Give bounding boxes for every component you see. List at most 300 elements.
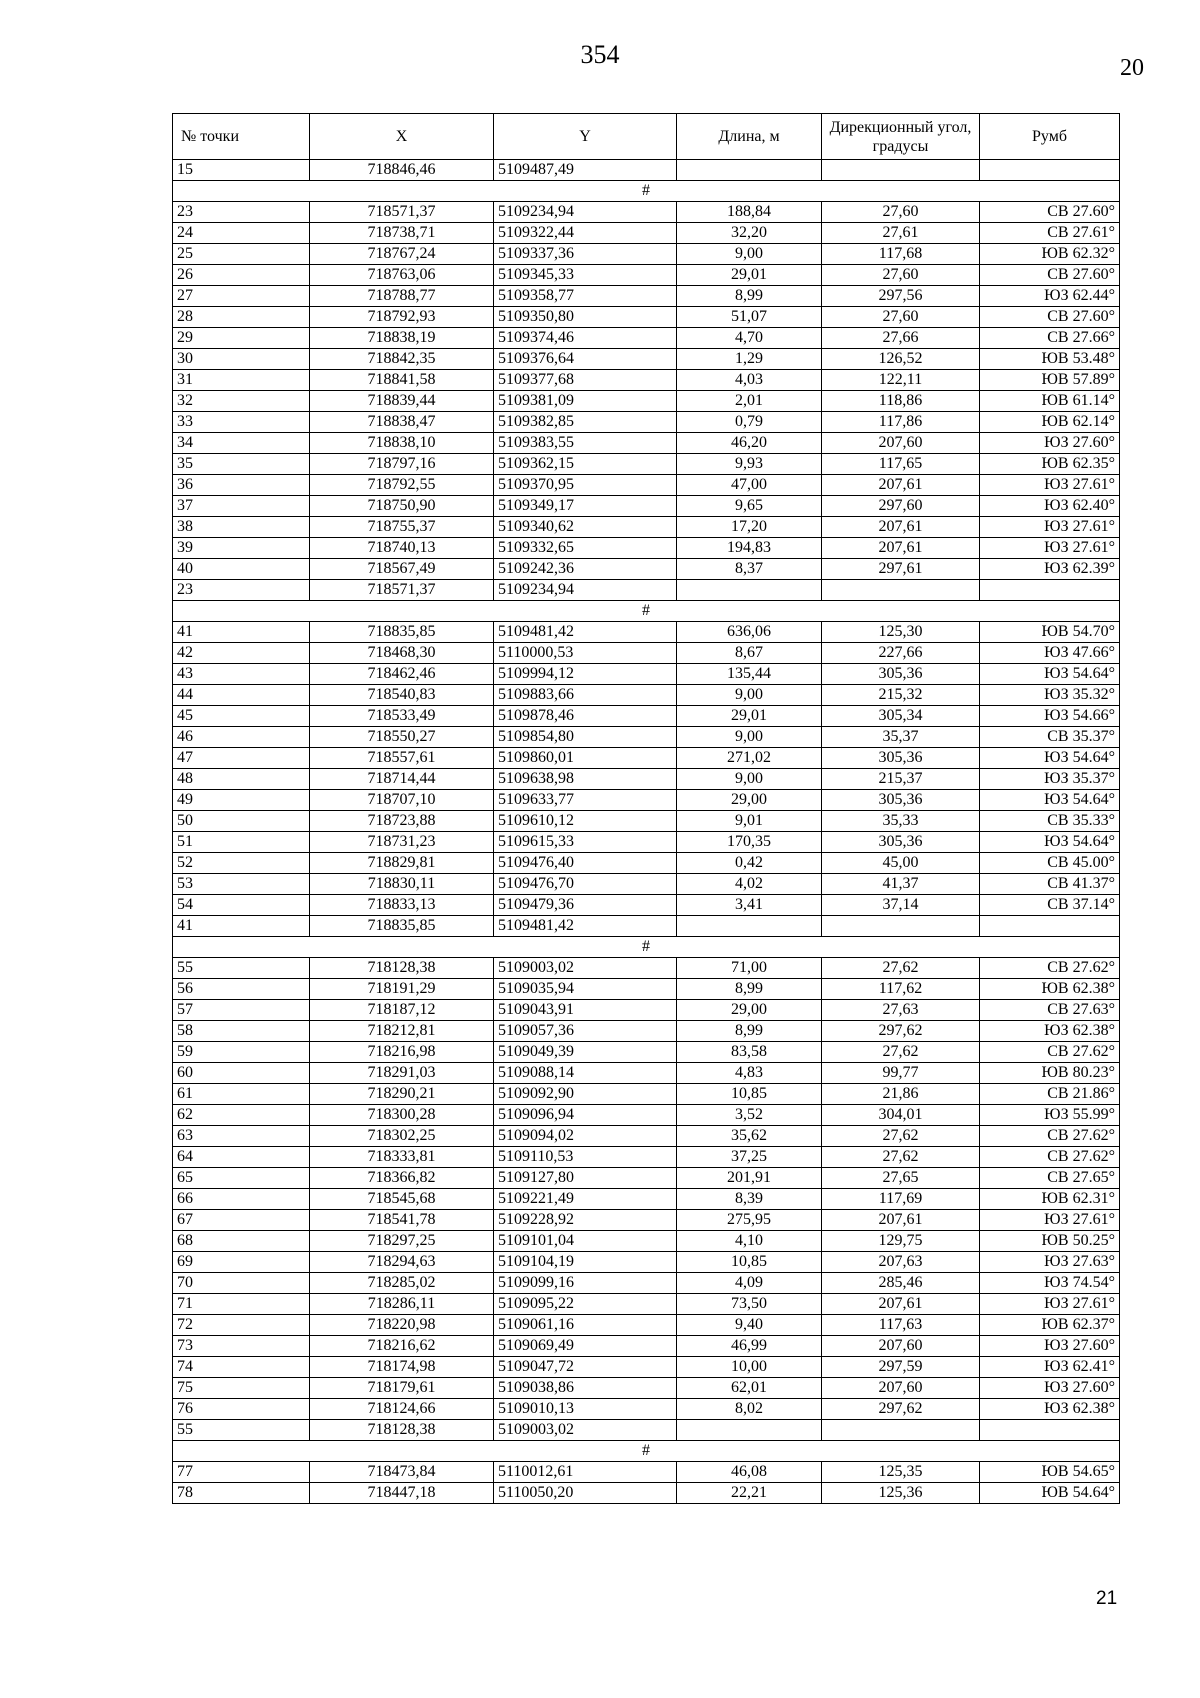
cell-rumb: ЮВ 50.25°	[980, 1231, 1120, 1252]
cell-y: 5109476,70	[494, 874, 677, 895]
cell-x: 718763,06	[310, 265, 494, 286]
cell-rumb: ЮЗ 35.32°	[980, 685, 1120, 706]
cell-angle: 117,86	[822, 412, 980, 433]
cell-length: 636,06	[677, 622, 822, 643]
cell-x: 718797,16	[310, 454, 494, 475]
cell-x: 718835,85	[310, 622, 494, 643]
cell-y: 5110012,61	[494, 1462, 677, 1483]
cell-rumb	[980, 580, 1120, 601]
cell-y: 5109099,16	[494, 1273, 677, 1294]
cell-y: 5109094,02	[494, 1126, 677, 1147]
cell-x: 718829,81	[310, 853, 494, 874]
cell-point-number: 73	[173, 1336, 310, 1357]
cell-angle: 27,63	[822, 1000, 980, 1021]
cell-length: 83,58	[677, 1042, 822, 1063]
cell-rumb: СВ 35.33°	[980, 811, 1120, 832]
cell-point-number: 25	[173, 244, 310, 265]
cell-y: 5109633,77	[494, 790, 677, 811]
table-row	[173, 307, 1120, 328]
cell-length: 9,00	[677, 727, 822, 748]
cell-angle: 122,11	[822, 370, 980, 391]
cell-x: 718792,55	[310, 475, 494, 496]
table-row	[173, 1105, 1120, 1126]
cell-x: 718174,98	[310, 1357, 494, 1378]
cell-angle	[822, 160, 980, 181]
cell-x: 718788,77	[310, 286, 494, 307]
table-row	[173, 1273, 1120, 1294]
cell-point-number: 32	[173, 391, 310, 412]
cell-angle: 207,60	[822, 1378, 980, 1399]
table-row	[173, 328, 1120, 349]
separator-mark: #	[173, 601, 1120, 622]
table-row	[173, 1147, 1120, 1168]
cell-y: 5109228,92	[494, 1210, 677, 1231]
cell-length: 9,01	[677, 811, 822, 832]
cell-angle: 27,62	[822, 1042, 980, 1063]
cell-y: 5109110,53	[494, 1147, 677, 1168]
table-row	[173, 1420, 1120, 1441]
cell-point-number: 29	[173, 328, 310, 349]
section-separator-row	[173, 937, 1120, 958]
cell-x: 718290,21	[310, 1084, 494, 1105]
cell-length: 4,83	[677, 1063, 822, 1084]
cell-rumb: СВ 21.86°	[980, 1084, 1120, 1105]
cell-y: 5109095,22	[494, 1294, 677, 1315]
cell-x: 718212,81	[310, 1021, 494, 1042]
cell-x: 718333,81	[310, 1147, 494, 1168]
cell-length: 8,02	[677, 1399, 822, 1420]
cell-rumb: ЮВ 54.65°	[980, 1462, 1120, 1483]
cell-angle: 37,14	[822, 895, 980, 916]
cell-point-number: 57	[173, 1000, 310, 1021]
table-row	[173, 1126, 1120, 1147]
table-row	[173, 979, 1120, 1000]
cell-length: 9,40	[677, 1315, 822, 1336]
table-row	[173, 433, 1120, 454]
cell-point-number: 37	[173, 496, 310, 517]
cell-angle: 117,63	[822, 1315, 980, 1336]
cell-x: 718216,62	[310, 1336, 494, 1357]
cell-x: 718294,63	[310, 1252, 494, 1273]
table-row	[173, 412, 1120, 433]
cell-length: 9,93	[677, 454, 822, 475]
cell-y: 5109345,33	[494, 265, 677, 286]
cell-angle: 35,37	[822, 727, 980, 748]
table-row	[173, 160, 1120, 181]
cell-length: 4,10	[677, 1231, 822, 1252]
cell-angle: 117,62	[822, 979, 980, 1000]
cell-angle: 227,66	[822, 643, 980, 664]
table-row	[173, 1483, 1120, 1504]
cell-rumb: ЮЗ 27.63°	[980, 1252, 1120, 1273]
cell-length: 1,29	[677, 349, 822, 370]
cell-y: 5109878,46	[494, 706, 677, 727]
cell-rumb	[980, 916, 1120, 937]
cell-point-number: 30	[173, 349, 310, 370]
cell-rumb: ЮЗ 54.64°	[980, 832, 1120, 853]
cell-x: 718767,24	[310, 244, 494, 265]
cell-y: 5109476,40	[494, 853, 677, 874]
table-row	[173, 580, 1120, 601]
cell-x: 718187,12	[310, 1000, 494, 1021]
cell-length	[677, 580, 822, 601]
cell-x: 718841,58	[310, 370, 494, 391]
cell-x: 718740,13	[310, 538, 494, 559]
cell-angle: 305,36	[822, 748, 980, 769]
section-separator-row	[173, 1441, 1120, 1462]
cell-y: 5109349,17	[494, 496, 677, 517]
cell-point-number: 62	[173, 1105, 310, 1126]
cell-rumb: СВ 27.62°	[980, 958, 1120, 979]
header-length: Длина, м	[677, 114, 822, 160]
table-row	[173, 391, 1120, 412]
cell-y: 5109481,42	[494, 622, 677, 643]
cell-rumb: ЮЗ 62.39°	[980, 559, 1120, 580]
cell-y: 5109010,13	[494, 1399, 677, 1420]
table-row	[173, 727, 1120, 748]
cell-rumb	[980, 160, 1120, 181]
cell-x: 718302,25	[310, 1126, 494, 1147]
table-row	[173, 811, 1120, 832]
header-x: X	[310, 114, 494, 160]
cell-angle: 285,46	[822, 1273, 980, 1294]
cell-y: 5109088,14	[494, 1063, 677, 1084]
cell-angle: 27,66	[822, 328, 980, 349]
cell-rumb: СВ 27.63°	[980, 1000, 1120, 1021]
cell-angle: 297,56	[822, 286, 980, 307]
cell-point-number: 38	[173, 517, 310, 538]
cell-x: 718838,47	[310, 412, 494, 433]
cell-x: 718550,27	[310, 727, 494, 748]
cell-angle: 27,65	[822, 1168, 980, 1189]
cell-length: 29,01	[677, 265, 822, 286]
cell-point-number: 66	[173, 1189, 310, 1210]
cell-rumb: ЮЗ 47.66°	[980, 643, 1120, 664]
table-row	[173, 559, 1120, 580]
cell-length: 8,99	[677, 286, 822, 307]
cell-angle: 305,36	[822, 832, 980, 853]
cell-x: 718473,84	[310, 1462, 494, 1483]
cell-point-number: 43	[173, 664, 310, 685]
cell-rumb: ЮЗ 55.99°	[980, 1105, 1120, 1126]
table-row	[173, 1399, 1120, 1420]
cell-angle	[822, 916, 980, 937]
table-row	[173, 286, 1120, 307]
cell-y: 5109381,09	[494, 391, 677, 412]
cell-angle: 305,34	[822, 706, 980, 727]
cell-angle: 207,61	[822, 538, 980, 559]
cell-point-number: 48	[173, 769, 310, 790]
cell-rumb: СВ 27.62°	[980, 1147, 1120, 1168]
cell-y: 5109350,80	[494, 307, 677, 328]
cell-x: 718128,38	[310, 958, 494, 979]
cell-point-number: 15	[173, 160, 310, 181]
cell-x: 718738,71	[310, 223, 494, 244]
cell-length: 8,99	[677, 979, 822, 1000]
cell-point-number: 68	[173, 1231, 310, 1252]
table-row	[173, 874, 1120, 895]
cell-angle: 215,32	[822, 685, 980, 706]
cell-length: 9,00	[677, 685, 822, 706]
cell-x: 718191,29	[310, 979, 494, 1000]
cell-point-number: 23	[173, 580, 310, 601]
cell-rumb: ЮВ 62.14°	[980, 412, 1120, 433]
cell-point-number: 58	[173, 1021, 310, 1042]
cell-y: 5109322,44	[494, 223, 677, 244]
cell-angle: 297,62	[822, 1021, 980, 1042]
cell-angle: 207,60	[822, 433, 980, 454]
cell-point-number: 33	[173, 412, 310, 433]
cell-length: 3,52	[677, 1105, 822, 1126]
table-row	[173, 832, 1120, 853]
cell-y: 5109610,12	[494, 811, 677, 832]
cell-point-number: 51	[173, 832, 310, 853]
cell-y: 5109615,33	[494, 832, 677, 853]
cell-angle: 297,59	[822, 1357, 980, 1378]
table-row	[173, 643, 1120, 664]
cell-angle: 297,61	[822, 559, 980, 580]
cell-point-number: 55	[173, 958, 310, 979]
cell-angle: 117,69	[822, 1189, 980, 1210]
table-row	[173, 1336, 1120, 1357]
cell-length: 8,67	[677, 643, 822, 664]
cell-angle: 305,36	[822, 790, 980, 811]
cell-x: 718750,90	[310, 496, 494, 517]
cell-rumb: ЮВ 61.14°	[980, 391, 1120, 412]
cell-rumb: СВ 45.00°	[980, 853, 1120, 874]
table-row	[173, 1231, 1120, 1252]
cell-angle: 27,62	[822, 1147, 980, 1168]
cell-rumb: ЮЗ 54.64°	[980, 790, 1120, 811]
cell-point-number: 55	[173, 1420, 310, 1441]
cell-length: 71,00	[677, 958, 822, 979]
cell-angle: 27,62	[822, 1126, 980, 1147]
cell-y: 5109035,94	[494, 979, 677, 1000]
table-row	[173, 685, 1120, 706]
cell-y: 5109047,72	[494, 1357, 677, 1378]
cell-length: 35,62	[677, 1126, 822, 1147]
cell-angle: 27,60	[822, 202, 980, 223]
table-row	[173, 853, 1120, 874]
cell-length: 275,95	[677, 1210, 822, 1231]
cell-y: 5109234,94	[494, 202, 677, 223]
cell-y: 5109221,49	[494, 1189, 677, 1210]
cell-length: 46,08	[677, 1462, 822, 1483]
cell-rumb: СВ 27.61°	[980, 223, 1120, 244]
cell-x: 718842,35	[310, 349, 494, 370]
header-point-number: № точки	[173, 114, 310, 160]
cell-angle: 207,60	[822, 1336, 980, 1357]
cell-point-number: 60	[173, 1063, 310, 1084]
cell-x: 718557,61	[310, 748, 494, 769]
table-row	[173, 895, 1120, 916]
separator-mark: #	[173, 937, 1120, 958]
cell-rumb: ЮЗ 27.60°	[980, 1336, 1120, 1357]
cell-rumb: ЮЗ 54.64°	[980, 664, 1120, 685]
header-rumb: Румб	[980, 114, 1120, 160]
cell-x: 718571,37	[310, 202, 494, 223]
cell-y: 5109069,49	[494, 1336, 677, 1357]
cell-y: 5109003,02	[494, 958, 677, 979]
cell-length	[677, 916, 822, 937]
cell-angle: 27,62	[822, 958, 980, 979]
cell-angle: 45,00	[822, 853, 980, 874]
cell-x: 718540,83	[310, 685, 494, 706]
cell-point-number: 65	[173, 1168, 310, 1189]
cell-point-number: 54	[173, 895, 310, 916]
table-row	[173, 916, 1120, 937]
cell-point-number: 47	[173, 748, 310, 769]
table-row	[173, 1189, 1120, 1210]
cell-y: 5109854,80	[494, 727, 677, 748]
table-row	[173, 1063, 1120, 1084]
table-row	[173, 790, 1120, 811]
cell-x: 718839,44	[310, 391, 494, 412]
cell-point-number: 56	[173, 979, 310, 1000]
cell-y: 5110050,20	[494, 1483, 677, 1504]
cell-angle: 27,60	[822, 265, 980, 286]
cell-point-number: 28	[173, 307, 310, 328]
cell-rumb: ЮЗ 62.38°	[980, 1399, 1120, 1420]
cell-angle: 27,60	[822, 307, 980, 328]
page-number-bottom: 21	[1096, 1588, 1118, 1609]
cell-x: 718468,30	[310, 643, 494, 664]
cell-x: 718300,28	[310, 1105, 494, 1126]
table-row	[173, 769, 1120, 790]
cell-length: 46,20	[677, 433, 822, 454]
cell-y: 5109383,55	[494, 433, 677, 454]
table-row	[173, 1000, 1120, 1021]
cell-x: 718297,25	[310, 1231, 494, 1252]
table-row	[173, 244, 1120, 265]
cell-y: 5109332,65	[494, 538, 677, 559]
cell-rumb: СВ 27.62°	[980, 1126, 1120, 1147]
cell-point-number: 69	[173, 1252, 310, 1273]
cell-rumb: ЮВ 62.31°	[980, 1189, 1120, 1210]
cell-rumb	[980, 1420, 1120, 1441]
table-row	[173, 475, 1120, 496]
cell-point-number: 74	[173, 1357, 310, 1378]
cell-point-number: 71	[173, 1294, 310, 1315]
cell-length: 10,00	[677, 1357, 822, 1378]
cell-point-number: 77	[173, 1462, 310, 1483]
cell-angle: 125,36	[822, 1483, 980, 1504]
cell-angle: 125,35	[822, 1462, 980, 1483]
cell-point-number: 46	[173, 727, 310, 748]
cell-angle: 207,61	[822, 1210, 980, 1231]
cell-y: 5109043,91	[494, 1000, 677, 1021]
cell-length: 8,99	[677, 1021, 822, 1042]
cell-length: 4,02	[677, 874, 822, 895]
cell-length: 9,00	[677, 244, 822, 265]
page-number-right: 20	[1120, 55, 1144, 81]
cell-rumb: ЮВ 62.37°	[980, 1315, 1120, 1336]
cell-x: 718567,49	[310, 559, 494, 580]
cell-y: 5109374,46	[494, 328, 677, 349]
cell-y: 5109860,01	[494, 748, 677, 769]
cell-length: 22,21	[677, 1483, 822, 1504]
cell-length: 32,20	[677, 223, 822, 244]
cell-x: 718179,61	[310, 1378, 494, 1399]
cell-x: 718533,49	[310, 706, 494, 727]
cell-point-number: 41	[173, 622, 310, 643]
table-row	[173, 349, 1120, 370]
cell-length: 9,65	[677, 496, 822, 517]
cell-length: 0,79	[677, 412, 822, 433]
cell-length	[677, 160, 822, 181]
cell-angle: 41,37	[822, 874, 980, 895]
cell-length: 3,41	[677, 895, 822, 916]
cell-length: 8,39	[677, 1189, 822, 1210]
cell-y: 5109481,42	[494, 916, 677, 937]
cell-point-number: 35	[173, 454, 310, 475]
cell-y: 5109038,86	[494, 1378, 677, 1399]
cell-length: 47,00	[677, 475, 822, 496]
table-row	[173, 1462, 1120, 1483]
cell-length: 29,00	[677, 1000, 822, 1021]
separator-mark: #	[173, 181, 1120, 202]
cell-y: 5109479,36	[494, 895, 677, 916]
cell-x: 718838,10	[310, 433, 494, 454]
cell-rumb: ЮЗ 27.61°	[980, 1294, 1120, 1315]
cell-y: 5109057,36	[494, 1021, 677, 1042]
cell-length: 4,09	[677, 1273, 822, 1294]
cell-rumb: ЮВ 57.89°	[980, 370, 1120, 391]
cell-y: 5109377,68	[494, 370, 677, 391]
table-row	[173, 202, 1120, 223]
cell-x: 718838,19	[310, 328, 494, 349]
cell-point-number: 61	[173, 1084, 310, 1105]
cell-rumb: ЮЗ 27.61°	[980, 475, 1120, 496]
cell-point-number: 34	[173, 433, 310, 454]
cell-point-number: 70	[173, 1273, 310, 1294]
cell-length: 29,01	[677, 706, 822, 727]
cell-y: 5109487,49	[494, 160, 677, 181]
table-header-row	[173, 114, 1120, 160]
cell-angle: 125,30	[822, 622, 980, 643]
cell-point-number: 72	[173, 1315, 310, 1336]
cell-y: 5109358,77	[494, 286, 677, 307]
cell-x: 718285,02	[310, 1273, 494, 1294]
cell-angle	[822, 1420, 980, 1441]
cell-length: 46,99	[677, 1336, 822, 1357]
cell-length: 10,85	[677, 1252, 822, 1273]
cell-rumb: ЮВ 53.48°	[980, 349, 1120, 370]
cell-rumb: СВ 27.62°	[980, 1042, 1120, 1063]
cell-y: 5109234,94	[494, 580, 677, 601]
cell-rumb: ЮЗ 27.61°	[980, 538, 1120, 559]
table-row	[173, 1084, 1120, 1105]
cell-x: 718833,13	[310, 895, 494, 916]
cell-x: 718220,98	[310, 1315, 494, 1336]
table-row	[173, 706, 1120, 727]
cell-rumb: ЮВ 54.70°	[980, 622, 1120, 643]
cell-length: 188,84	[677, 202, 822, 223]
cell-rumb: ЮЗ 27.60°	[980, 1378, 1120, 1399]
cell-point-number: 78	[173, 1483, 310, 1504]
cell-y: 5109096,94	[494, 1105, 677, 1126]
table-row	[173, 1357, 1120, 1378]
cell-angle: 21,86	[822, 1084, 980, 1105]
cell-y: 5109376,64	[494, 349, 677, 370]
cell-angle: 207,61	[822, 1294, 980, 1315]
cell-length: 194,83	[677, 538, 822, 559]
cell-length: 62,01	[677, 1378, 822, 1399]
table-row	[173, 454, 1120, 475]
separator-mark: #	[173, 1441, 1120, 1462]
table-row	[173, 1210, 1120, 1231]
cell-x: 718714,44	[310, 769, 494, 790]
